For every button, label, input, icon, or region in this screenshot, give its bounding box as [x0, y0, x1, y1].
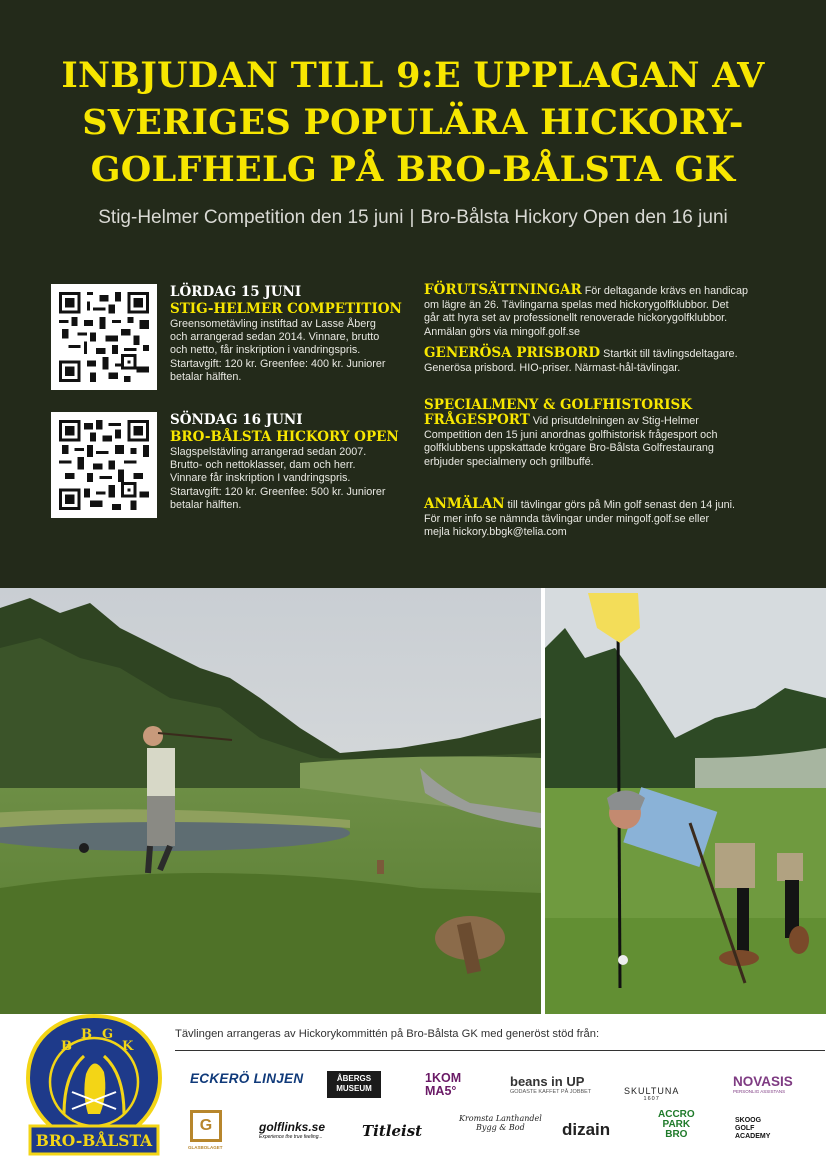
event-sunday	[170, 412, 410, 512]
subtitle-separator: |	[409, 207, 415, 228]
sponsor-text: SKULTUNA	[624, 1086, 680, 1096]
info-prisbord	[424, 347, 774, 375]
photo-golfer-teeing-off	[0, 588, 541, 1014]
event-text-line: och netto, får inskription i vandringspris.	[170, 344, 361, 357]
event-text-line: Startavgift: 120 kr. Greenfee: 400 kr. Juniorer	[170, 357, 386, 370]
qr-code-saturday[interactable]	[51, 284, 157, 390]
sponsor-text: SKOOG	[735, 1117, 762, 1124]
qr-code-icon	[59, 420, 149, 510]
sponsor-text: ACCRO	[658, 1109, 695, 1120]
sponsor-tagline: GODASTE KAFFET PÅ JOBBET	[510, 1089, 592, 1095]
sponsor-skoog-golf-academy[interactable]	[735, 1117, 770, 1141]
qr-code-sunday[interactable]	[51, 412, 157, 518]
event-text-line: Slagspelstävling arrangerad sedan 2007.	[170, 446, 367, 458]
event-name: BRO-BÅLSTA HICKORY OPEN	[170, 429, 399, 445]
title-line: GOLFHELG PÅ BRO-BÅLSTA GK	[90, 149, 736, 190]
badge-letter: B	[81, 1027, 92, 1042]
sponsor-tagline: Experience the true feeling...	[259, 1134, 323, 1140]
info-text: till tävlingar görs på Min golf senast den 14 juni.	[504, 499, 736, 511]
sponsor-footer	[0, 1014, 826, 1169]
subtitle-left: Stig-Helmer Competition den 15 juni	[98, 207, 404, 228]
sponsor-tagline: 1607	[643, 1096, 660, 1102]
sponsor-titleist[interactable]: Titleist	[362, 1122, 423, 1140]
info-heading: SPECIALMENY & GOLFHISTORISK	[424, 397, 693, 413]
sponsor-text: MA5°	[425, 1084, 457, 1098]
event-text-line: betalar hälften.	[170, 370, 242, 383]
info-text: För deltagande krävs en handicap	[581, 285, 748, 297]
event-saturday	[170, 284, 410, 384]
photo-golfer-at-hole	[545, 588, 826, 1014]
sponsor-1komma5[interactable]	[425, 1072, 461, 1098]
info-first-line	[424, 414, 774, 429]
info-text-line: Anmälan görs via mingolf.golf.se	[424, 325, 581, 338]
sponsor-text: beans in UP	[510, 1074, 585, 1089]
info-text: Vid prisutdelningen av Stig-Helmer	[529, 415, 699, 427]
sponsor-tagline: GLASBOLAGET	[188, 1145, 223, 1150]
subtitle	[0, 207, 826, 229]
sponsor-dizain[interactable]: dizain	[562, 1120, 611, 1139]
info-first-line	[424, 498, 774, 513]
sponsor-tagline: PERSONLIG ASSISTANS	[733, 1089, 786, 1094]
sponsor-tagline: Bygg & Bod	[476, 1123, 525, 1132]
sponsor-text: Kromsta Lanthandel	[459, 1114, 542, 1123]
info-text-line: Competition den 15 juni anordnas golfhistorisk frågesport och	[424, 428, 718, 441]
sponsor-text: PARK	[662, 1119, 691, 1130]
sponsor-beans-in-up[interactable]	[510, 1074, 591, 1095]
sponsor-novasis[interactable]	[733, 1074, 793, 1094]
info-heading: GENERÖSA PRISBORD	[424, 345, 601, 361]
title-line: SVERIGES POPULÄRA HICKORY-	[82, 102, 744, 143]
info-first-line	[424, 347, 774, 362]
qr-code-icon	[59, 292, 149, 382]
sponsor-text: ACADEMY	[735, 1133, 771, 1140]
sponsor-skultuna[interactable]	[624, 1086, 679, 1102]
subtitle-right: Bro-Bålsta Hickory Open den 16 juni	[420, 207, 728, 228]
event-name: STIG-HELMER COMPETITION	[170, 301, 402, 317]
info-text-line: om lägre än 26. Tävlingarna spelas med hickorygolfklubbor. Det	[424, 298, 729, 311]
sponsor-text: GOLF	[735, 1125, 755, 1132]
info-first-line	[424, 284, 774, 299]
divider	[175, 1050, 825, 1051]
sponsor-kromsta-lanthandel[interactable]	[459, 1114, 542, 1132]
info-heading: FRÅGESPORT	[424, 412, 530, 428]
badge-name: BRO-BÅLSTA	[35, 1131, 153, 1150]
club-badge	[24, 1014, 164, 1162]
event-text-line: Startavgift: 120 kr. Greenfee: 500 kr. Juniorer	[170, 485, 386, 498]
event-text-line: Brutto- och nettoklasser, dam och herr.	[170, 459, 356, 472]
event-day: SÖNDAG 16 JUNI	[170, 412, 303, 428]
info-text: Startkit till tävlingsdeltagare.	[600, 348, 738, 360]
info-text-line: mejla hickory.bbgk@telia.com	[424, 526, 567, 539]
badge-letter: K	[122, 1039, 134, 1054]
sponsor-text: 1KOM	[425, 1071, 462, 1085]
event-text-line: Vinnare får inskription I vandringspris.	[170, 472, 351, 485]
page-title	[0, 52, 826, 193]
club-logo-icon	[24, 1014, 164, 1162]
sponsor-text: ÅBERGS	[336, 1074, 372, 1083]
badge-letter: G	[102, 1027, 114, 1042]
info-forutsattningar	[424, 284, 774, 339]
info-text-line: går att hyra set av professionellt renoverade hickorygolfklubbor.	[424, 312, 728, 325]
event-text-line: betalar hälften.	[170, 498, 242, 511]
sponsor-text: golflinks.se	[259, 1120, 326, 1134]
info-text-line: För mer info se nämnda tävlingar under mingolf.golf.se eller	[424, 512, 710, 525]
sponsor-golflinks[interactable]	[259, 1120, 325, 1140]
sponsor-text: BRO	[665, 1129, 688, 1140]
sponsor-abergs-museum[interactable]	[327, 1071, 381, 1098]
info-specialmeny	[424, 397, 774, 469]
sponsor-text: MUSEUM	[336, 1084, 372, 1093]
event-text-line: och arrangerad sedan 2014. Vinnare, brutto	[170, 331, 380, 344]
title-line: INBJUDAN TILL 9:E UPPLAGAN AV	[61, 55, 765, 96]
sponsor-accro-park-bro[interactable]	[658, 1110, 695, 1140]
event-text-line: Greensometävling instiftad av Lasse Åberg	[170, 318, 376, 330]
sponsor-text: NOVASIS	[733, 1074, 793, 1089]
info-heading: ANMÄLAN	[424, 496, 505, 512]
info-text-line: erbjuder specialmeny och grillbuffé.	[424, 455, 594, 468]
sponsor-note: Tävlingen arrangeras av Hickorykommittén på Bro-Bålsta GK med generöst stöd från:	[175, 1028, 600, 1040]
info-anmalan	[424, 498, 774, 540]
sponsor-eckero-linjen[interactable]: ECKERÖ LINJEN	[190, 1071, 304, 1086]
event-day: LÖRDAG 15 JUNI	[170, 284, 302, 300]
info-text-line: golfklubbens uppskattade krögare Bro-Bålsta Golfrestaurang	[424, 442, 714, 455]
info-heading: FÖRUTSÄTTNINGAR	[424, 282, 582, 298]
badge-letter: B	[61, 1039, 72, 1054]
info-text-line: Generösa prisbord. HIO-priser. Närmast-hål-tävlingar.	[424, 361, 681, 374]
sponsor-glasbolaget[interactable]: G	[190, 1110, 222, 1142]
